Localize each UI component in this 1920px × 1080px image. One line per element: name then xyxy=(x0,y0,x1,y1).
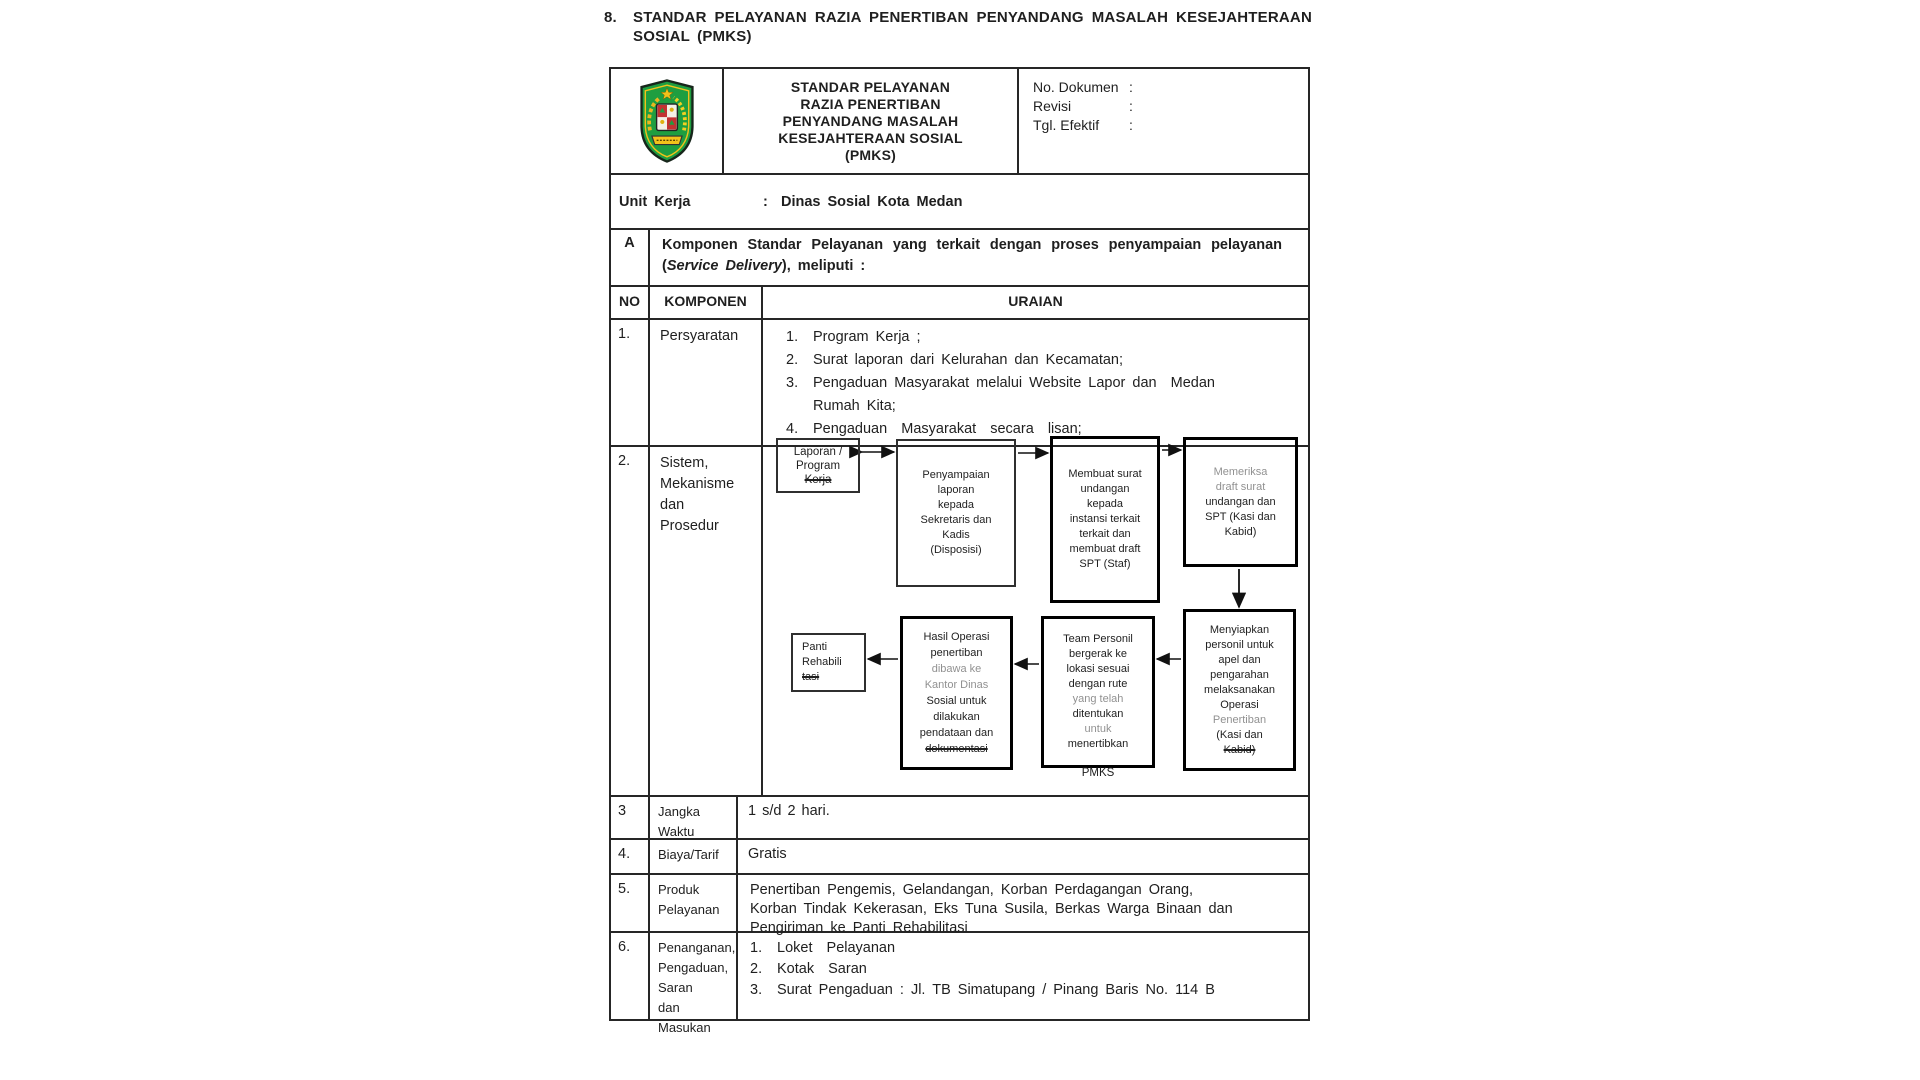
text-line: Pengaduan, xyxy=(658,960,729,975)
list-item-number: 2. xyxy=(786,352,799,368)
flowchart-text-line: penertiban xyxy=(930,647,983,659)
medan-city-emblem-icon xyxy=(634,78,700,164)
row-komponen xyxy=(648,797,736,838)
title-line: (PMKS) xyxy=(845,146,896,163)
row-no: 1. xyxy=(618,326,631,342)
row-no: 2. xyxy=(618,453,631,469)
flowchart-text-line: personil untuk xyxy=(1205,638,1274,651)
flowchart-text-line: draft surat xyxy=(1215,480,1266,493)
flowchart-text-line: dilakukan xyxy=(933,711,980,723)
flowchart-text-line: tasi xyxy=(802,671,820,683)
node-hasil-operasi xyxy=(900,616,1013,770)
node-penyampaian-laporan xyxy=(896,439,1016,587)
list-item xyxy=(750,938,1295,959)
flowchart-text-line: (Disposisi) xyxy=(930,544,982,556)
pengaduan-list xyxy=(738,933,1308,1001)
flowchart-text-line: instansi terkait xyxy=(1069,513,1141,525)
text-line: Pelayanan xyxy=(658,902,720,917)
uraian-text: Penertiban Pengemis, Gelandangan, Korban Perdagangan Orang, Korban Tindak Kekerasan, Eks Tuna Susila, Berkas Warga Binaan dan Pengiriman ke Panti Rehabilitasi xyxy=(750,882,1233,936)
table-row xyxy=(611,840,1308,875)
row-no: 6. xyxy=(618,939,631,955)
node-memeriksa-draft-surat xyxy=(1183,437,1298,567)
row-no: 5. xyxy=(618,881,631,897)
section-a-row xyxy=(611,230,1308,287)
list-item-text: Program Kerja ; xyxy=(813,329,921,345)
list-item-number: 2. xyxy=(750,961,763,977)
text-line: Mekanisme xyxy=(660,476,735,492)
list-item xyxy=(786,349,1238,372)
text-line: Penanganan, xyxy=(658,940,736,955)
row-komponen xyxy=(648,840,736,873)
row-uraian xyxy=(736,797,1308,838)
row-uraian xyxy=(736,840,1308,873)
node-membuat-surat-undangan xyxy=(1050,436,1160,603)
list-item-number: 1. xyxy=(786,329,799,345)
flowchart-text-line: melaksanakan xyxy=(1204,683,1275,696)
flowchart-text-line: Membuat surat xyxy=(1068,468,1142,480)
flowchart-text-line: bergerak ke xyxy=(1068,648,1128,660)
text-line: Persyaratan xyxy=(660,328,739,344)
flowchart-text-line: untuk xyxy=(1084,723,1112,735)
row-komponen xyxy=(648,875,736,931)
document-heading xyxy=(604,8,1312,46)
service-standard-table xyxy=(609,67,1310,1035)
logo-cell xyxy=(611,69,722,173)
flowchart-text-line: undangan xyxy=(1080,483,1130,495)
row-uraian xyxy=(761,320,1308,445)
section-a-code: A xyxy=(624,235,635,251)
list-item xyxy=(750,980,1295,1001)
flowchart-text-line: Kabid) xyxy=(1223,743,1256,756)
document-meta-cell xyxy=(1017,69,1308,173)
table-row xyxy=(611,933,1308,1035)
text-line: Produk xyxy=(658,882,700,897)
text-line: Saran dan xyxy=(658,980,715,1015)
flowchart-outside-label: PMKS xyxy=(1081,767,1115,779)
title-line: PENYANDANG MASALAH xyxy=(782,112,959,129)
flowchart-text-line: Rehabili xyxy=(802,656,842,668)
text-line: dan xyxy=(660,497,685,513)
title-line: RAZIA PENERTIBAN xyxy=(800,95,941,112)
flowchart-text-line: lokasi sesuai xyxy=(1066,663,1130,675)
row-uraian xyxy=(736,875,1308,936)
list-item-text: Kotak Saran xyxy=(777,961,867,977)
flowchart-text-line: Program xyxy=(795,459,841,472)
list-item-text: Pengaduan Masyarakat melalui Website Lapor dan Medan Rumah Kita; xyxy=(813,375,1223,414)
flowchart-text-line: menertibkan xyxy=(1067,738,1129,750)
flowchart-text-line: dokumentasi xyxy=(925,743,988,755)
list-item-text: Pengaduan Masyarakat secara lisan; xyxy=(813,421,1082,437)
list-item xyxy=(750,959,1295,980)
node-team-personil xyxy=(1041,616,1155,779)
text-line: Masukan xyxy=(658,1020,711,1035)
row-komponen xyxy=(648,933,736,1035)
uraian-text: Gratis xyxy=(748,846,787,862)
text-line: Prosedur xyxy=(660,518,719,534)
flowchart-text-line: membuat draft xyxy=(1069,543,1141,555)
flowchart-text-line: Laporan / xyxy=(793,445,843,458)
section-a-italic: Service Delivery xyxy=(666,258,782,274)
unit-kerja-row xyxy=(611,175,1308,230)
flowchart-text-line: Kantor Dinas xyxy=(924,679,989,691)
meta-row xyxy=(1033,116,1308,135)
flowchart-text-line: yang telah xyxy=(1072,693,1124,705)
node-menyiapkan-personil xyxy=(1183,609,1296,771)
table-row xyxy=(611,875,1308,936)
list-item-number: 4. xyxy=(786,421,799,437)
meta-label: Tgl. Efektif xyxy=(1033,117,1100,133)
text-line: Sistem, xyxy=(660,455,709,471)
meta-row xyxy=(1033,78,1308,97)
flowchart-text-line: undangan dan xyxy=(1205,495,1276,508)
flowchart-text-line: Kadis xyxy=(942,529,970,541)
flowchart-text-line: terkait dan xyxy=(1079,528,1131,540)
unit-kerja-label: Unit Kerja xyxy=(619,193,691,210)
table-row xyxy=(611,447,1308,797)
flowchart-text-line: Panti xyxy=(802,641,828,653)
table-row xyxy=(611,797,1308,840)
table-header-band xyxy=(611,69,1308,175)
flowchart-text-line: Kerja xyxy=(804,473,832,486)
heading-text: STANDAR PELAYANAN RAZIA PENERTIBAN PENYANDANG MASALAH KESEJAHTERAAN SOSIAL (PMKS) xyxy=(633,9,1312,45)
flowchart-text-line: Penyampaian xyxy=(922,469,990,481)
heading-number: 8. xyxy=(604,9,617,26)
meta-row xyxy=(1033,97,1308,116)
meta-colon: : xyxy=(1129,79,1133,95)
flowchart-text-line: ditentukan xyxy=(1072,708,1124,720)
text-line: Jangka xyxy=(658,804,700,819)
flowchart-text-line: Hasil Operasi xyxy=(923,631,990,643)
row-uraian xyxy=(736,933,1308,1019)
table-row xyxy=(611,320,1308,447)
list-item-number: 3. xyxy=(786,375,799,391)
flowchart-text-line: dengan rute xyxy=(1068,678,1128,690)
node-panti-rehabilitasi xyxy=(791,633,866,692)
col-header-no: NO xyxy=(619,293,640,309)
document-title-cell xyxy=(722,69,1017,173)
col-header-uraian: URAIAN xyxy=(761,287,1308,318)
section-a-pre: Komponen Standar Pelayanan yang terkait dengan proses penyampaian pelayanan ( xyxy=(662,237,1282,274)
flowchart-text-line: apel dan xyxy=(1218,653,1261,666)
uraian-text: 1 s/d 2 hari. xyxy=(748,803,830,819)
meta-colon: : xyxy=(1129,98,1133,114)
text-line: Biaya/Tarif xyxy=(658,847,719,862)
section-a-text xyxy=(648,230,1308,285)
row-no: 3 xyxy=(618,803,627,819)
column-header-row xyxy=(611,287,1308,320)
row-no: 4. xyxy=(618,846,631,862)
persyaratan-list xyxy=(763,320,1308,441)
flowchart-text-line: Memeriksa xyxy=(1213,465,1268,478)
list-item xyxy=(786,326,1238,349)
unit-kerja-value: Dinas Sosial Kota Medan xyxy=(781,193,963,210)
flowchart-text-line: kepada xyxy=(1086,498,1124,510)
title-line: STANDAR PELAYANAN xyxy=(790,78,951,95)
list-item-text: Surat Pengaduan : Jl. TB Simatupang / Pinang Baris No. 114 B xyxy=(777,982,1215,998)
flowchart-text-line: Menyiapkan xyxy=(1209,623,1270,636)
unit-kerja-cell xyxy=(611,194,1308,210)
row-komponen xyxy=(648,320,761,445)
node-laporan-program-kerja xyxy=(776,438,860,493)
flowchart-text-line: Kabid) xyxy=(1224,525,1257,538)
flowchart-text-line: SPT (Kasi dan xyxy=(1205,510,1276,523)
flowchart-text-line: kepada xyxy=(937,499,975,511)
list-item-number: 3. xyxy=(750,982,763,998)
flowchart-text-line: Sekretaris dan xyxy=(920,514,992,526)
row-komponen xyxy=(648,447,761,795)
section-a-post: ), meliputi : xyxy=(781,258,866,274)
flowchart-text-line: Sosial untuk xyxy=(926,695,987,707)
flowchart-text-line: Operasi xyxy=(1220,698,1259,711)
flowchart-text-line: pengarahan xyxy=(1210,668,1269,681)
flowchart-text-line: dibawa ke xyxy=(931,663,982,675)
meta-label: Revisi xyxy=(1033,98,1072,114)
unit-kerja-colon: : xyxy=(763,193,768,210)
flowchart-text-line: pendataan dan xyxy=(919,727,994,739)
list-item-number: 1. xyxy=(750,940,763,956)
list-item-text: Loket Pelayanan xyxy=(777,940,896,956)
meta-colon: : xyxy=(1129,117,1133,133)
text-line: Waktu xyxy=(658,824,695,839)
flowchart-text-line: SPT (Staf) xyxy=(1079,558,1131,570)
procedure-flowchart xyxy=(761,447,1308,795)
flowchart-text-line: (Kasi dan xyxy=(1216,728,1263,741)
list-item xyxy=(786,372,1238,418)
flowchart-text-line: laporan xyxy=(937,484,975,496)
flowchart-text-line: Penertiban xyxy=(1212,713,1267,726)
list-item-text: Surat laporan dari Kelurahan dan Kecamatan; xyxy=(813,352,1124,368)
title-line: KESEJAHTERAAN SOSIAL xyxy=(778,129,963,146)
col-header-komponen: KOMPONEN xyxy=(648,287,761,318)
meta-label: No. Dokumen xyxy=(1033,79,1119,95)
flowchart-text-line: Team Personil xyxy=(1063,633,1133,645)
